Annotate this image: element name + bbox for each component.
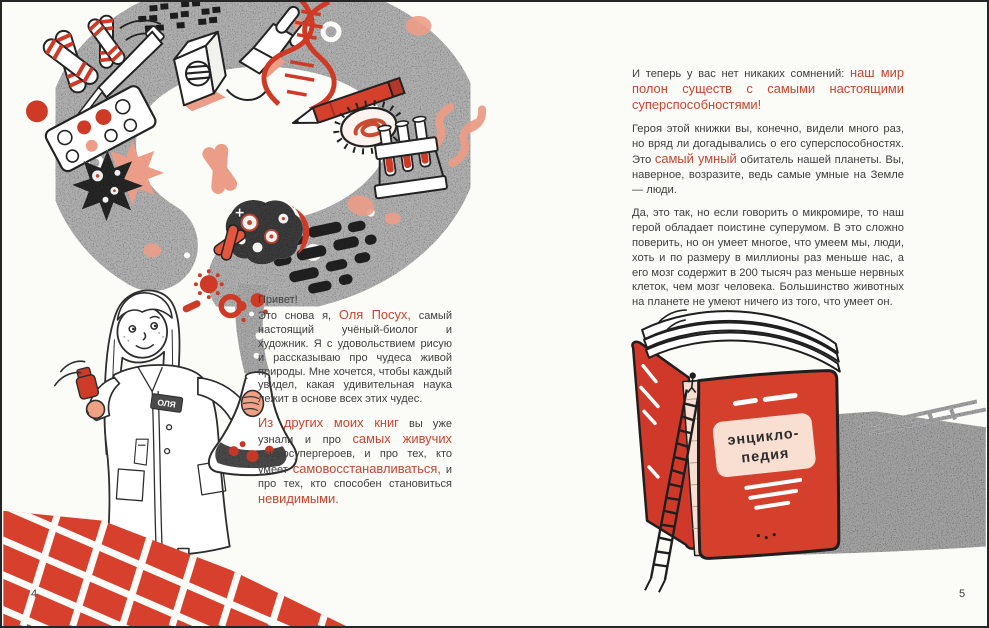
right-page-text <box>632 66 904 319</box>
page-fan <box>642 310 840 372</box>
red-dot <box>26 100 48 122</box>
page-number-right: 5 <box>959 588 966 600</box>
book-label <box>712 412 817 478</box>
books-paragraph: Из других моих книг вы уже узнали и про самых живучих микросупергероев, и про тех, кто умеет самовосстанавливаться, и про тех, кто способен становиться невидимыми. <box>258 415 453 506</box>
book-label-line2: педия <box>740 445 791 467</box>
left-hand <box>87 400 105 418</box>
badge-text: ОЛЯ <box>156 397 177 410</box>
hero-paragraph: Героя этой книжки вы, конечно, видели много раз, но вряд ли догадывались о его суперспособностях. Это самый умный обитатель нашей планеты. Вы, наверное, возразите, ведь самые умные на Земле — люди. <box>632 123 904 196</box>
encyclopedia-book <box>632 310 839 592</box>
red-vial <box>74 366 100 399</box>
greeting: Привет! <box>258 294 298 306</box>
left-page-text <box>258 294 452 517</box>
intro-paragraph: Привет! Это снова я, Оля Посух, самый настоящий учёный-биолог и художник. Я с удовольствием рисую и рассказываю про чудеса живой природы. Мне хочется, чтобы каждый увидел, какая удивительная наука лежит в основе всех этих чудес. <box>258 294 452 406</box>
microworld-paragraph: Да, это так, но если говорить о микромире, то наш герой обладает поистине суперумом. В это сложно поверить, но он умеет многое, что умеем мы, люди, хоть и по размеру в миллионы раз меньше нас, а его мозг содержит в 200 тысяч раз меньше нервных клеток, чем мозг человека. Большинство животных на планете не умеют ничего из того, что умеет он. <box>632 207 904 309</box>
book-label-line1: энцикло- <box>726 425 801 449</box>
page-number-left: 4 <box>31 588 38 600</box>
superpowers-paragraph: И теперь у вас нет никаких сомнений: наш мир полон существ с самыми настоящими суперспособностями! <box>632 65 905 112</box>
salmon-chromosome-icon <box>199 140 241 198</box>
